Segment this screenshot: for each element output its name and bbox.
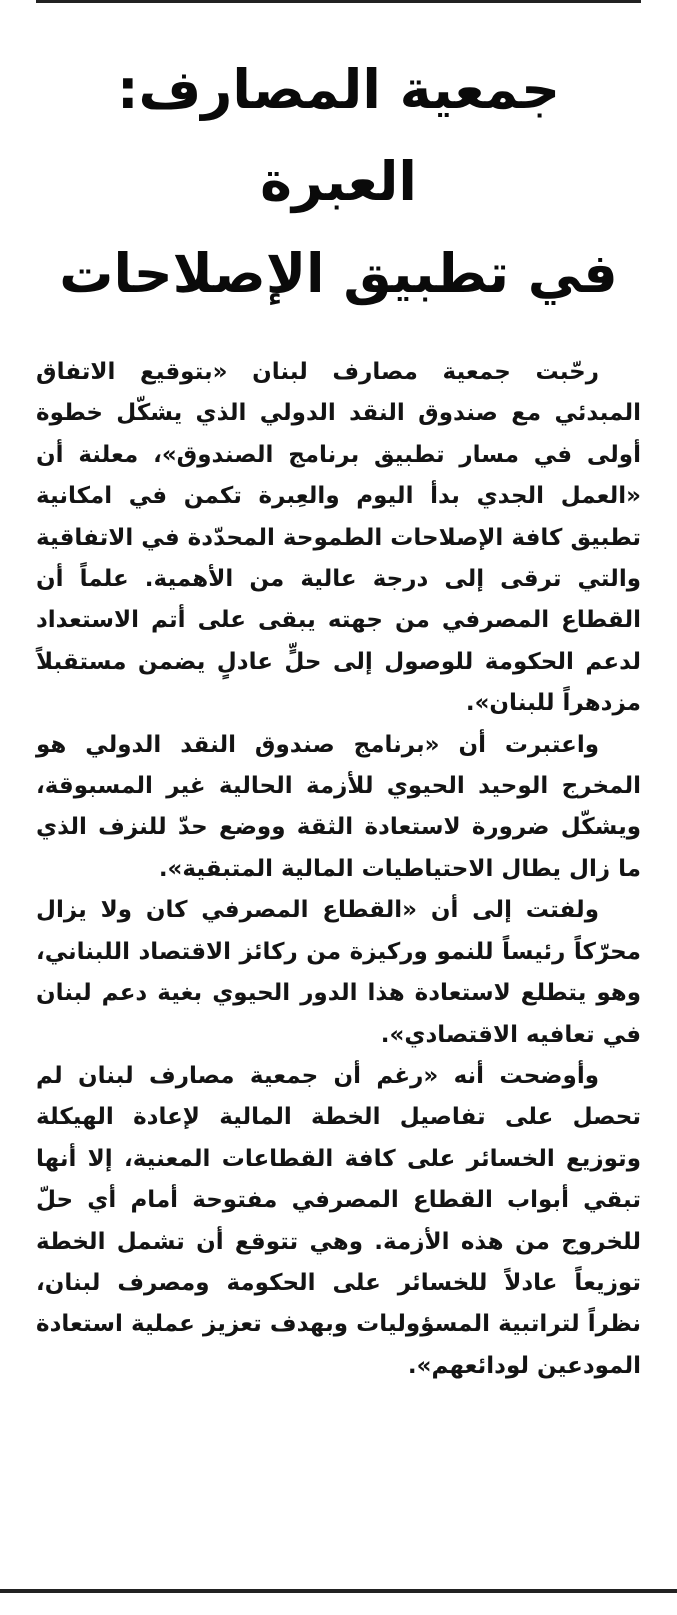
paragraph-2: واعتبرت أن «برنامج صندوق النقد الدولي هو المخرج الوحيد الحيوي للأزمة الحالية غير المسبوقة، ويشكّل ضرورة لاستعادة الثقة ووضع حدّ للنزف الذي ما زال يطال الاحتياطيات المالية المتبقية». — [36, 731, 641, 882]
headline-line-2: في تطبيق الإصلاحات — [59, 242, 618, 305]
article-headline — [36, 44, 641, 320]
bottom-rule — [0, 1589, 677, 1593]
headline-line-1: جمعية المصارف: العبرة — [116, 58, 561, 213]
paragraph-3: ولفتت إلى أن «القطاع المصرفي كان ولا يزال محرّكاً رئيساً للنمو وركيزة من ركائز الاقتصاد اللبناني، وهو يتطلع لاستعادة هذا الدور الحيوي بغية دعم لبنان في تعافيه الاقتصادي». — [36, 897, 641, 1048]
news-article — [36, 18, 641, 1387]
article-body — [36, 352, 641, 1387]
paragraph-4: وأوضحت أنه «رغم أن جمعية مصارف لبنان لم تحصل على تفاصيل الخطة المالية لإعادة الهيكلة وتوزيع الخسائر على كافة القطاعات المعنية، إلا أنها تبقي أبواب القطاع المصرفي مفتوحة أمام أي حلّ للخروج من هذه الأزمة. وهي تتوقع أن تشمل الخطة توزيعاً عادلاً للخسائر على الحكومة ومصرف لبنان، نظراً لتراتبية المسؤوليات وبهدف تعزيز عملية استعادة المودعين لودائعهم». — [36, 1062, 641, 1379]
paragraph-1: رحّبت جمعية مصارف لبنان «بتوقيع الاتفاق المبدئي مع صندوق النقد الدولي الذي يشكّل خطوة أولى في مسار تطبيق برنامج الصندوق»، معلنة أن «العمل الجدي بدأ اليوم والعِبرة تكمن في امكانية تطبيق كافة الإصلاحات الطموحة المحدّدة في الاتفاقية والتي ترقى إلى درجة عالية من الأهمية. علماً أن القطاع المصرفي من جهته يبقى على أتم الاستعداد لدعم الحكومة للوصول إلى حلٍّ عادلٍ يضمن مستقبلاً مزدهراً للبنان». — [36, 359, 641, 717]
top-rule — [36, 0, 641, 3]
